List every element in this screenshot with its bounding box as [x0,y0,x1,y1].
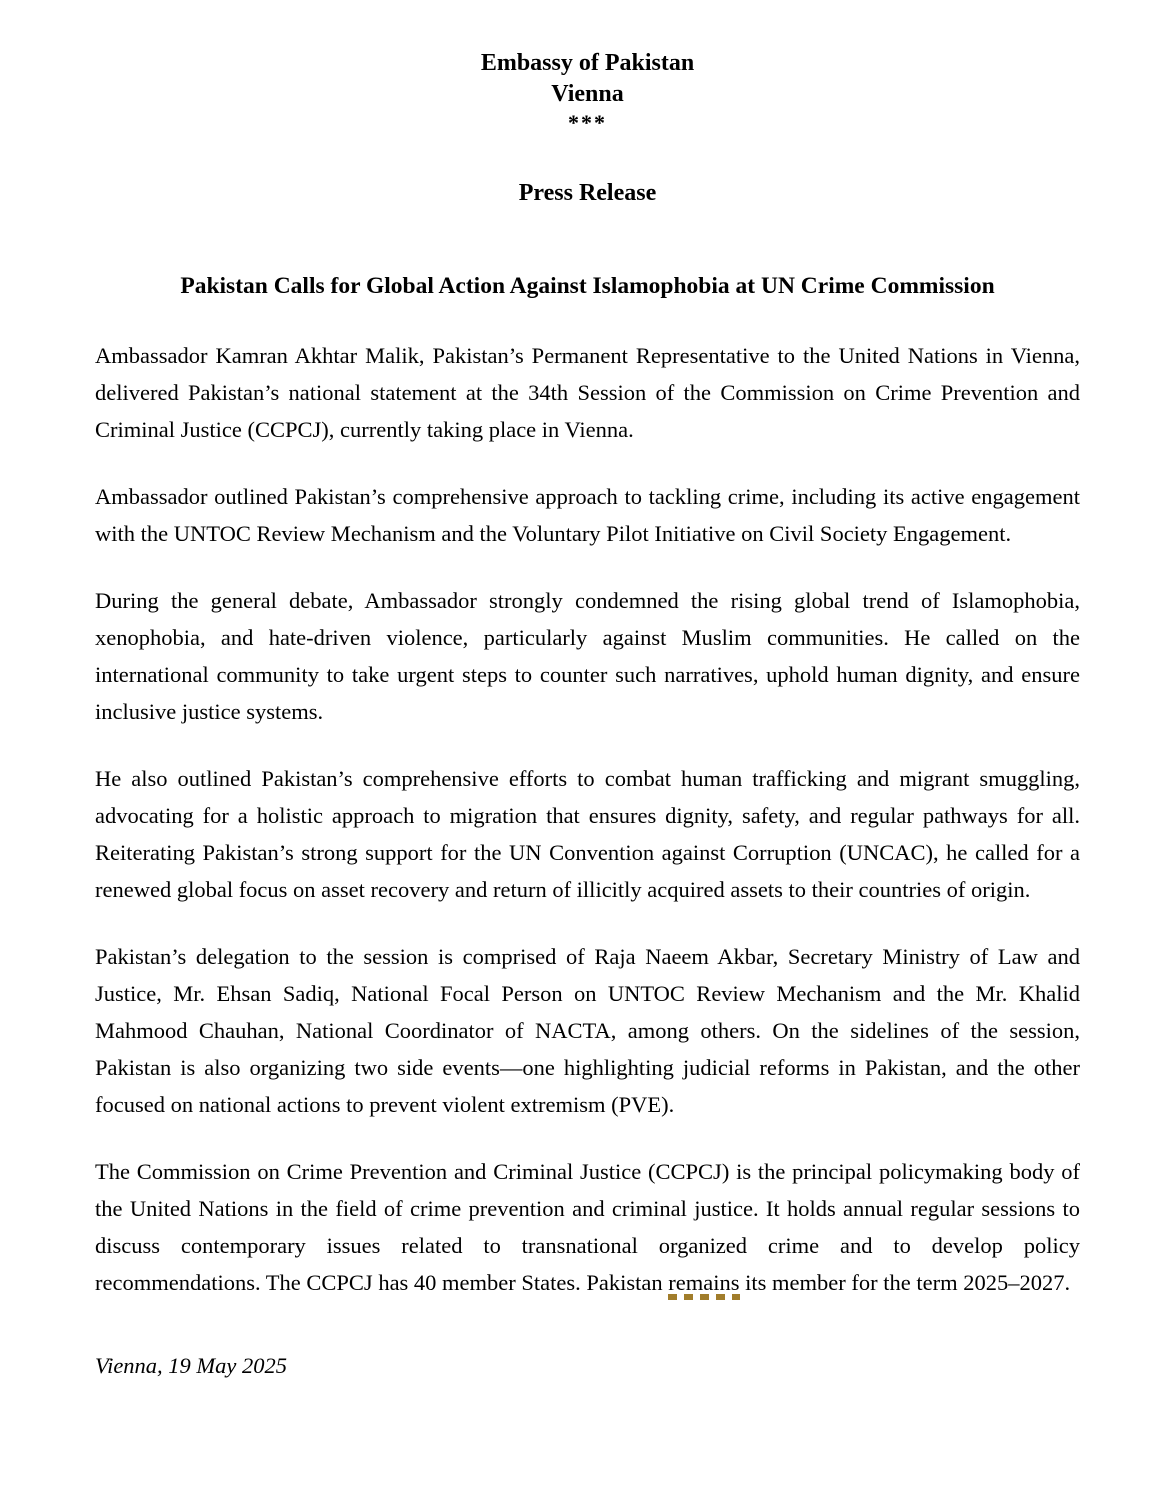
paragraph-3: During the general debate, Ambassador strongly condemned the rising global trend of Islamophobia, xenophobia, and hate-driven violence, particularly against Muslim communities. He called on the international community to take urgent steps to counter such narratives, uphold human dignity, and ensure inclusive justice systems. [95,588,1080,724]
paragraph-6-text-after: its member for the term 2025–2027. [739,1270,1071,1295]
paragraph-1: Ambassador Kamran Akhtar Malik, Pakistan’s Permanent Representative to the United Nations in Vienna, delivered Pakistan’s national statement at the 34th Session of the Commission on Crime Prevention and Criminal Justice (CCPCJ), currently taking place in Vienna. [95,343,1080,442]
paragraph-2: Ambassador outlined Pakistan’s comprehensive approach to tackling crime, including its active engagement with the UNTOC Review Mechanism and the Voluntary Pilot Initiative on Civil Society Engagement. [95,484,1080,546]
paragraph-5: Pakistan’s delegation to the session is comprised of Raja Naeem Akbar, Secretary Ministry of Law and Justice, Mr. Ehsan Sadiq, National Focal Person on UNTOC Review Mechanism and the Mr. Khalid Mahmood Chauhan, National Coordinator of NACTA, among others. On the sidelines of the session, Pakistan is also organizing two side events—one highlighting judicial reforms in Pakistan, and the other focused on national actions to prevent violent extremism (PVE). [95,944,1080,1117]
page-title: Pakistan Calls for Global Action Against Islamophobia at UN Crime Commission [180,273,995,299]
letterhead-organization: Embassy of Pakistan [480,50,695,76]
paragraph-6-text-before: The Commission on Crime Prevention and Criminal Justice (CCPCJ) is the principal policymaking body of the United Nations in the field of crime prevention and criminal justice. It holds annual regular sessions to discuss contemporary issues related to transnational organized crime and to develop policy recommendations. The CCPCJ has 40 member States. Pakistan [95,1159,1080,1295]
document-type-heading: Press Release [518,180,657,206]
letterhead [95,48,1080,136]
dateline: Vienna, 19 May 2025 [95,1353,288,1378]
letterhead-separator-stars: *** [568,110,607,135]
letterhead-city: Vienna [551,81,624,107]
underlined-word: remains [668,1270,739,1300]
paragraph-6 [95,1153,1080,1301]
paragraph-4: He also outlined Pakistan’s comprehensive efforts to combat human trafficking and migrant smuggling, advocating for a holistic approach to migration that ensures dignity, safety, and regular pathways for all. Reiterating Pakistan’s strong support for the UN Convention against Corruption (UNCAC), he called for a renewed global focus on asset recovery and return of illicitly acquired assets to their countries of origin. [95,766,1080,902]
document-body [95,337,1080,1379]
